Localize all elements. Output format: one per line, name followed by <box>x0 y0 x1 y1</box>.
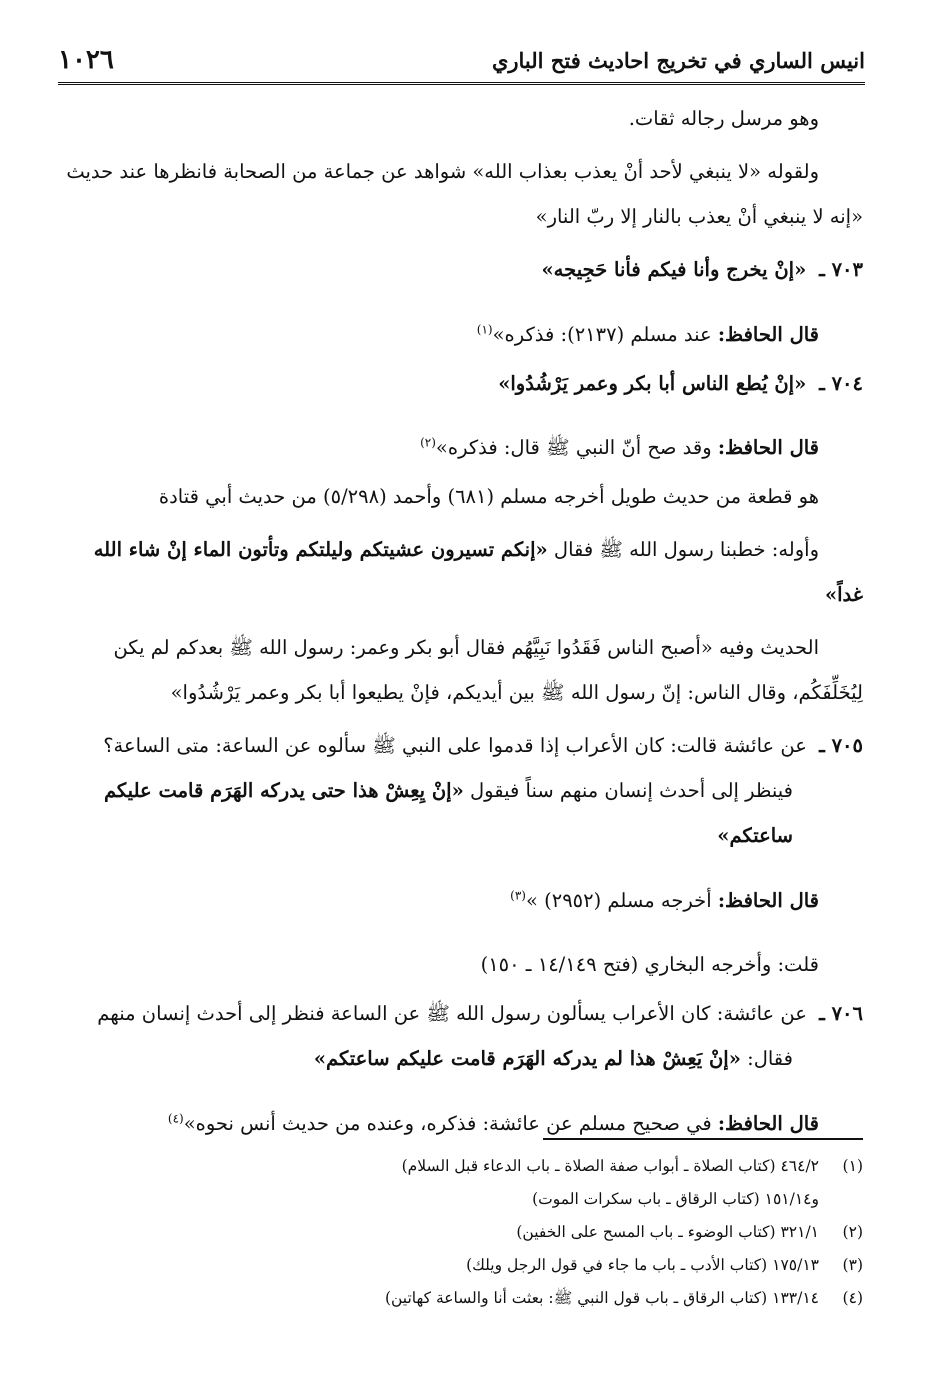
hadith-entry-704 <box>64 361 863 406</box>
hafiz-comment <box>64 425 863 470</box>
footnote-text: ١٧٥/١٣ (كتاب الأدب ـ باب ما جاء في قول الرجل ويلك) <box>466 1256 819 1274</box>
commentary-text: وأوله: خطبنا رسول الله ﷺ فقال <box>553 538 819 561</box>
hadith-text: «إنْ يخرج وأنا فيكم فأنا حَجِيجه» <box>541 258 807 281</box>
commentary-paragraph: الحديث وفيه «أصبح الناس فَقَدُوا نَبِيَّهُم فقال أبو بكر وعمر: رسول الله ﷺ بعدكم لم يكن لِيُخَلِّفَكُم، وقال الناس: إنّ رسول الله ﷺ بين أيديكم، فإنْ يطيعوا أبا بكر وعمر يَرْشُدُوا» <box>113 636 863 704</box>
hadith-quote: «إنْ يِعِشْ هذا حتى يدركه الهَرَم قامت عليكم ساعتكم» <box>103 779 793 847</box>
entry-number: ٧٠٦ ـ <box>819 1002 863 1025</box>
hadith-quote: «إنْ يَعِشْ هذا لم يدركه الهَرَم قامت عليكم ساعتكم» <box>313 1047 741 1070</box>
footnote-ref: (٤) <box>167 1111 184 1125</box>
main-text <box>64 96 863 1150</box>
footnote-ref: (٣) <box>510 888 526 902</box>
entry-number: ٧٠٤ ـ <box>819 371 863 395</box>
hafiz-label: قال الحافظ: <box>717 322 819 346</box>
running-title: انيس الساري في تخريج احاديث فتح الباري <box>491 47 865 73</box>
hafiz-label: قال الحافظ: <box>717 888 819 912</box>
commentary-quote: «إنكم تسيرون عشيتكم وليلتكم وتأتون الماء إنْ شاء الله غداً» <box>93 538 863 606</box>
commentary-paragraph <box>64 527 863 617</box>
hafiz-text: أخرجه مسلم (٢٩٥٢) » <box>525 888 712 912</box>
footnote-number: (١) <box>842 1157 863 1175</box>
footnote <box>64 1282 863 1315</box>
hafiz-comment <box>64 878 863 923</box>
hafiz-label: قال الحافظ: <box>717 1111 819 1135</box>
footnotes <box>64 1150 863 1315</box>
footnote-number: (٢) <box>842 1223 863 1241</box>
footnote-number <box>819 1183 863 1216</box>
footnote-ref: (١) <box>476 322 493 336</box>
page-header <box>58 38 865 85</box>
hadith-entry-706 <box>64 991 863 1081</box>
hafiz-text: وقد صح أنّ النبي ﷺ قال: فذكره» <box>435 436 712 459</box>
footnote-number: (٤) <box>842 1289 863 1307</box>
hadith-entry-703 <box>64 247 863 292</box>
footnote-text: ٣٢١/١ (كتاب الوضوء ـ باب المسح على الخفين) <box>516 1223 819 1241</box>
page-number: ١٠٢٦ <box>58 45 114 75</box>
paragraph: ولقوله «لا ينبغي لأحد أنْ يعذب بعذاب الله» شواهد عن جماعة من الصحابة فانظرها عند حديث «إنه لا ينبغي أنْ يعذب بالنار إلا ربّ النار» <box>66 160 863 228</box>
footnote <box>64 1216 863 1249</box>
footnote-divider <box>543 1138 863 1140</box>
hafiz-comment <box>64 312 863 357</box>
hadith-text: عن عائشة قالت: كان الأعراب إذا قدموا على النبي ﷺ سألوه عن الساعة: متى الساعة؟ فينظر إلى أحدث إنسان منهم سناً فيقول <box>103 734 807 802</box>
entry-number: ٧٠٥ ـ <box>819 734 863 757</box>
footnote <box>64 1249 863 1282</box>
footnote <box>64 1150 863 1183</box>
footnote-text: و١٥١/١٤ (كتاب الرقاق ـ باب سكرات الموت) <box>532 1190 819 1208</box>
qultu-note: قلت: وأخرجه البخاري (فتح ١٤/١٤٩ ـ ١٥٠) <box>480 953 819 976</box>
hafiz-label: قال الحافظ: <box>717 436 819 459</box>
hadith-entry-705 <box>64 723 863 858</box>
footnote-text: ٤٦٤/٢ (كتاب الصلاة ـ أبواب صفة الصلاة ـ باب الدعاء قبل السلام) <box>401 1157 819 1175</box>
paragraph: وهو مرسل رجاله ثقات. <box>628 107 819 130</box>
footnote <box>64 1183 863 1216</box>
hafiz-text: عند مسلم (٢١٣٧): فذكره» <box>492 322 712 346</box>
footnote-number: (٣) <box>842 1256 863 1274</box>
footnote-ref: (٢) <box>420 435 436 450</box>
hadith-text: عن عائشة: كان الأعراب يسألون رسول الله ﷺ عن الساعة فنظر إلى أحدث إنسان منهم فقال: <box>97 1002 807 1070</box>
hafiz-text: في صحيح مسلم عن عائشة: فذكره، وعنده من حديث أنس نحوه» <box>183 1111 712 1135</box>
commentary-paragraph: هو قطعة من حديث طويل أخرجه مسلم (٦٨١) وأحمد (٥/٢٩٨) من حديث أبي قتادة <box>158 485 819 508</box>
footnote-text: ١٣٣/١٤ (كتاب الرقاق ـ باب قول النبي ﷺ: بعثت أنا والساعة كهاتين) <box>384 1289 819 1307</box>
hadith-text: «إنْ يُطع الناس أبا بكر وعمر يَرْشُدُوا» <box>498 371 807 395</box>
entry-number: ٧٠٣ ـ <box>819 258 863 281</box>
